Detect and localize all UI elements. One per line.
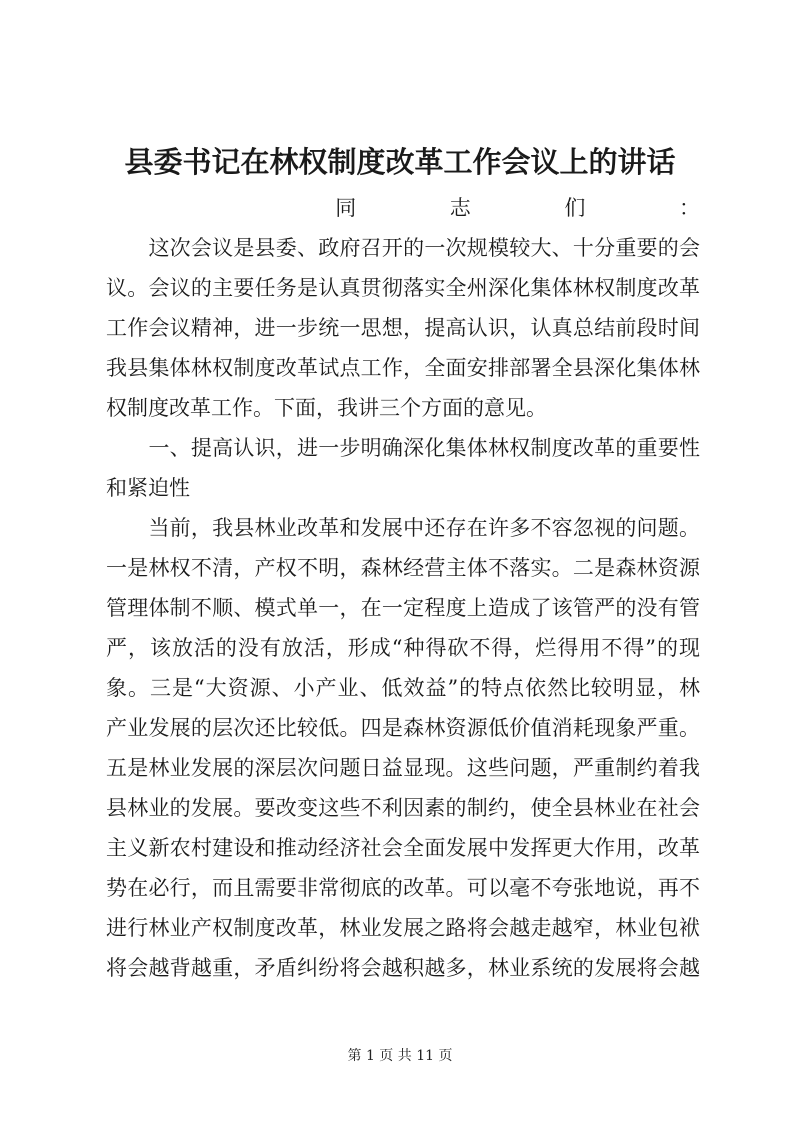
document-body (106, 188, 700, 988)
text-line: 象。三是“大资源、小产业、低效益”的特点依然比较明显，林 (106, 676, 700, 700)
document-title: 县委书记在林权制度改革工作会议上的讲话 (124, 145, 676, 179)
text-line: 同志们： (106, 196, 700, 220)
text-line: 当前，我县林业改革和发展中还存在许多不容忽视的问题。 (106, 516, 700, 540)
text-line: 势在必行，而且需要非常彻底的改革。可以毫不夸张地说，再不 (106, 876, 700, 900)
page-number-footer: 第 1 页 共 11 页 (347, 1048, 453, 1064)
text-line: 一是林权不清，产权不明，森林经营主体不落实。二是森林资源 (106, 556, 700, 580)
text-line: 管理体制不顺、模式单一，在一定程度上造成了该管严的没有管 (106, 596, 700, 620)
text-line: 五是林业发展的深层次问题日益显现。这些问题，严重制约着我 (106, 756, 700, 780)
text-line: 权制度改革工作。下面，我讲三个方面的意见。 (106, 396, 547, 420)
text-line: 我县集体林权制度改革试点工作，全面安排部署全县深化集体林 (106, 356, 700, 380)
text-line: 这次会议是县委、政府召开的一次规模较大、十分重要的会 (106, 236, 700, 260)
text-line: 县林业的发展。要改变这些不利因素的制约，使全县林业在社会 (106, 796, 700, 820)
text-line: 产业发展的层次还比较低。四是森林资源低价值消耗现象严重。 (106, 716, 700, 740)
text-line: 工作会议精神，进一步统一思想，提高认识，认真总结前段时间 (106, 316, 700, 340)
text-line: 议。会议的主要任务是认真贯彻落实全州深化集体林权制度改革 (106, 276, 700, 300)
text-line: 将会越背越重，矛盾纠纷将会越积越多，林业系统的发展将会越 (106, 956, 700, 980)
text-line: 主义新农村建设和推动经济社会全面发展中发挥更大作用，改革 (106, 836, 700, 860)
section-heading-line: 一、提高认识，进一步明确深化集体林权制度改革的重要性 (106, 436, 700, 460)
text-line: 进行林业产权制度改革，林业发展之路将会越走越窄，林业包袱 (106, 916, 700, 940)
section-heading-line: 和紧迫性 (106, 476, 190, 500)
text-line: 严，该放活的没有放活，形成“种得砍不得，烂得用不得”的现 (106, 636, 700, 660)
